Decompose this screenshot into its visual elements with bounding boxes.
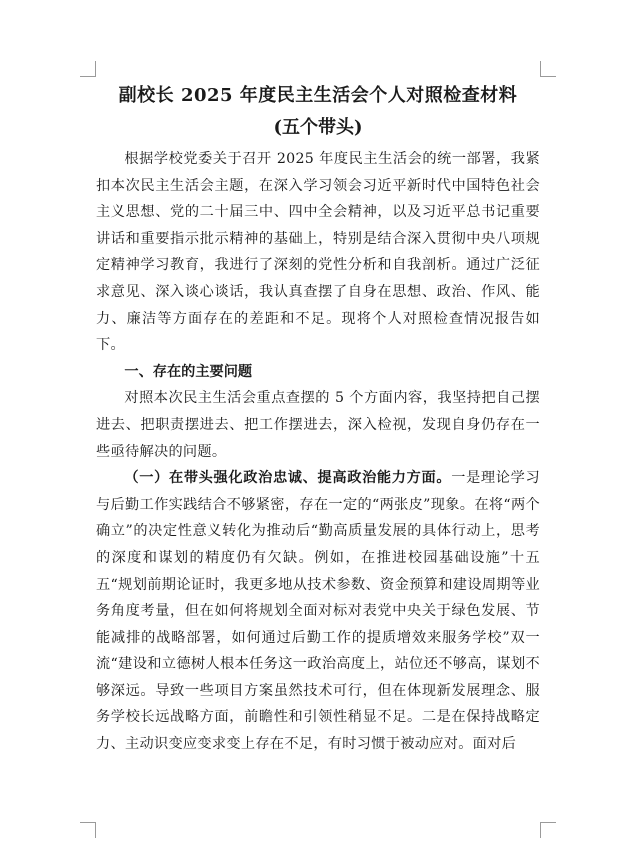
document-body [96, 80, 540, 758]
document-subtitle: (五个带头) [273, 117, 363, 138]
intro-paragraph: 根据学校党委关于召开 2025 年度民主生活会的统一部署，我紧扣本次民主生活会主题，在深入学习领会习近平新时代中国特色社会主义思想、党的二十届三中、四中全会精神，以及习近平总书记重要讲话和重要指示批示精神的基础上，特别是结合深入贯彻中央八项规定精神学习教育，我进行了深刻的党性分析和自我剖析。通过广泛征求意见、深入谈心谈话，我认真查摆了自身在思想、政治、作风、能力、廉洁等方面存在的差距和不足。现将个人对照检查情况报告如下。 [96, 151, 540, 354]
item-body: 一是理论学习与后勤工作实践结合不够紧密，存在一定的“两张皮”现象。在将“两个确立”的决定性意义转化为推动后“勤高质量发展的具体行动上，思考的深度和谋划的精度仍有欠缺。例如，在推进校园基础设施”十五五“规划前期论证时，我更多地从技术参数、资金预算和建设周期等业务角度考量，但在如何将规划全面对标对表党中央关于绿色发展、节能减排的战略部署，如何通过后勤工作的提质增效来服务学校”双一流“建设和立德树人根本任务这一政治高度上，站位还不够高，谋划不够深远。导致一些项目方案虽然技术可行，但在体现新发展理念、服务学校长远战略方面，前瞻性和引领性稍显不足。二是在保持战略定力、主动识变应变求变上存在不足，有时习惯于被动应对。面对后 [96, 470, 540, 753]
crop-mark-top-right [540, 61, 556, 77]
section-intro-paragraph: 对照本次民主生活会重点查摆的 5 个方面内容，我坚持把自己摆进去、把职责摆进去、把工作摆进去，深入检视，发现自身仍存在一些亟待解决的问题。 [96, 390, 540, 460]
crop-mark-bottom-left [80, 822, 96, 838]
item-paragraph [96, 465, 540, 758]
document-title: 副校长 2025 年度民主生活会个人对照检查材料 [118, 85, 518, 106]
section-heading: 一、存在的主要问题 [124, 363, 253, 380]
crop-mark-top-left [80, 61, 96, 77]
crop-mark-bottom-right [540, 822, 556, 838]
item-heading: （一）在带头强化政治忠诚、提高政治能力方面。 [124, 470, 452, 487]
